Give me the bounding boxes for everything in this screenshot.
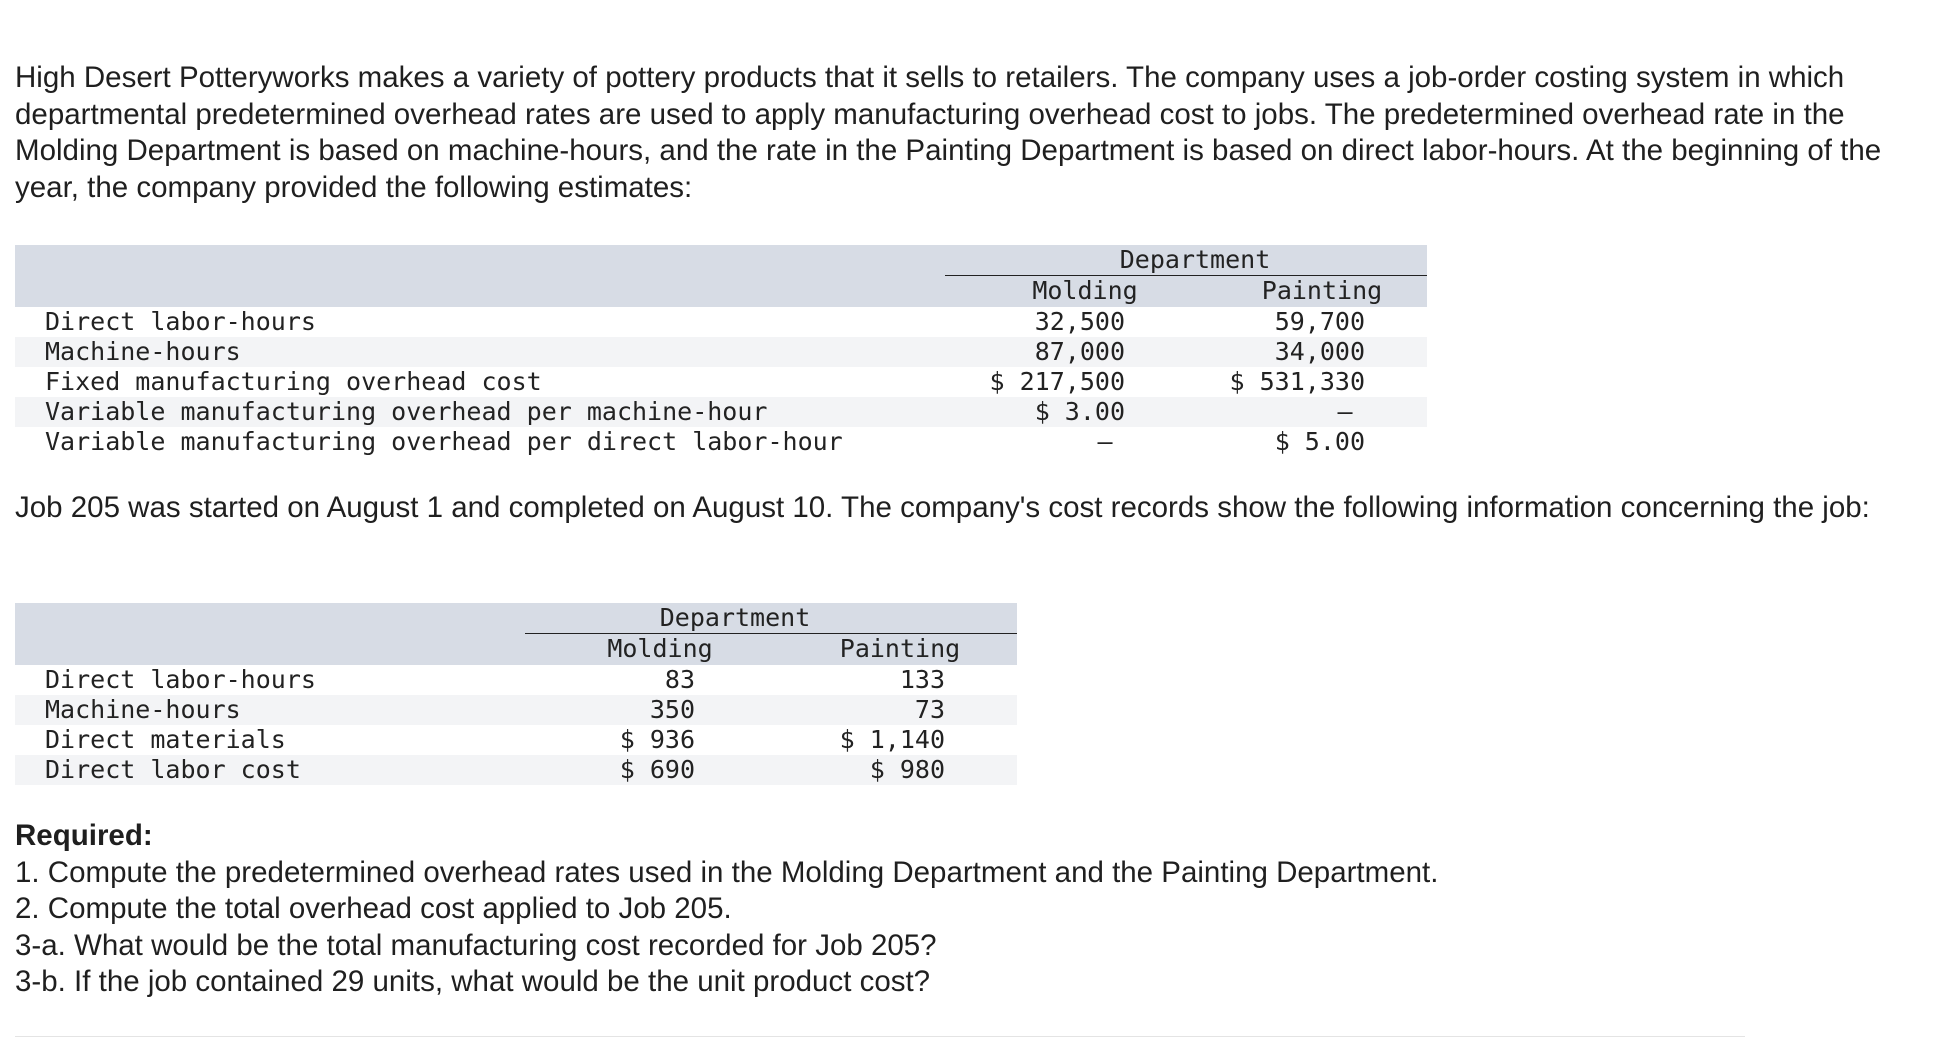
department-group-header: Department xyxy=(1119,245,1271,274)
painting-value: – xyxy=(1337,397,1353,426)
painting-value: 59,700 xyxy=(1274,307,1365,336)
table-row xyxy=(15,695,1017,725)
table-row xyxy=(15,755,1017,785)
required-item-3a: 3-a. What would be the total manufacturing cost recorded for Job 205? xyxy=(15,928,937,962)
painting-value: $ 1,140 xyxy=(839,725,945,754)
column-header-painting: Painting xyxy=(1261,276,1383,305)
row-label: Machine-hours xyxy=(45,695,241,724)
molding-value: – xyxy=(1097,427,1113,456)
row-label: Variable manufacturing overhead per direct labor-hour xyxy=(45,427,843,456)
job-table xyxy=(15,603,1017,785)
molding-value: $ 217,500 xyxy=(989,367,1125,396)
required-section xyxy=(15,818,1438,1001)
column-header-molding: Molding xyxy=(1032,276,1138,305)
table-row xyxy=(15,337,1427,367)
department-group-header: Department xyxy=(659,603,811,632)
intro-paragraph: High Desert Potteryworks makes a variety of pottery products that it sells to retailers. The company uses a job-order costing system in which departmental predetermined overhead rates are used to apply manufacturing overhead cost to jobs. The predetermined overhead rate in the Molding Department is based on machine-hours, and the rate in the Painting Department is based on direct labor-hours. At the beginning of the year, the company provided the following estimates: xyxy=(15,61,1882,204)
painting-value: 73 xyxy=(914,695,945,724)
painting-value: $ 531,330 xyxy=(1229,367,1365,396)
row-label: Variable manufacturing overhead per machine-hour xyxy=(45,397,768,426)
painting-value: $ 980 xyxy=(869,755,945,784)
molding-value: 83 xyxy=(664,665,695,694)
molding-value: 32,500 xyxy=(1034,307,1125,336)
table-row xyxy=(15,725,1017,755)
molding-value: $ 3.00 xyxy=(1034,397,1125,426)
estimates-table xyxy=(15,245,1427,460)
row-label: Direct labor cost xyxy=(45,755,301,784)
table-row xyxy=(15,397,1427,427)
column-header-molding: Molding xyxy=(607,634,713,663)
column-header-painting: Painting xyxy=(839,634,961,663)
molding-value: $ 690 xyxy=(619,755,695,784)
table-row xyxy=(15,307,1427,337)
molding-value: 350 xyxy=(649,695,695,724)
bottom-divider xyxy=(15,1036,1745,1037)
painting-value: 133 xyxy=(899,665,945,694)
molding-value: $ 936 xyxy=(619,725,695,754)
table-row xyxy=(15,427,1427,457)
required-item-2: 2. Compute the total overhead cost applied to Job 205. xyxy=(15,892,732,925)
row-label: Direct materials xyxy=(45,725,286,754)
row-label: Direct labor-hours xyxy=(45,665,316,694)
row-label: Fixed manufacturing overhead cost xyxy=(45,367,542,396)
molding-value: 87,000 xyxy=(1034,337,1125,366)
table-row xyxy=(15,367,1427,397)
row-label: Direct labor-hours xyxy=(45,307,316,336)
table-row xyxy=(15,665,1017,695)
painting-value: 34,000 xyxy=(1274,337,1365,366)
job-intro-paragraph: Job 205 was started on August 1 and completed on August 10. The company's cost records show the following information concerning the job: xyxy=(15,491,1870,524)
required-item-3b: 3-b. If the job contained 29 units, what would be the unit product cost? xyxy=(15,965,931,998)
row-label: Machine-hours xyxy=(45,337,241,366)
required-heading: Required: xyxy=(15,819,153,852)
required-item-1: 1. Compute the predetermined overhead rates used in the Molding Department and the Painting Department. xyxy=(15,855,1439,889)
painting-value: $ 5.00 xyxy=(1274,427,1365,456)
